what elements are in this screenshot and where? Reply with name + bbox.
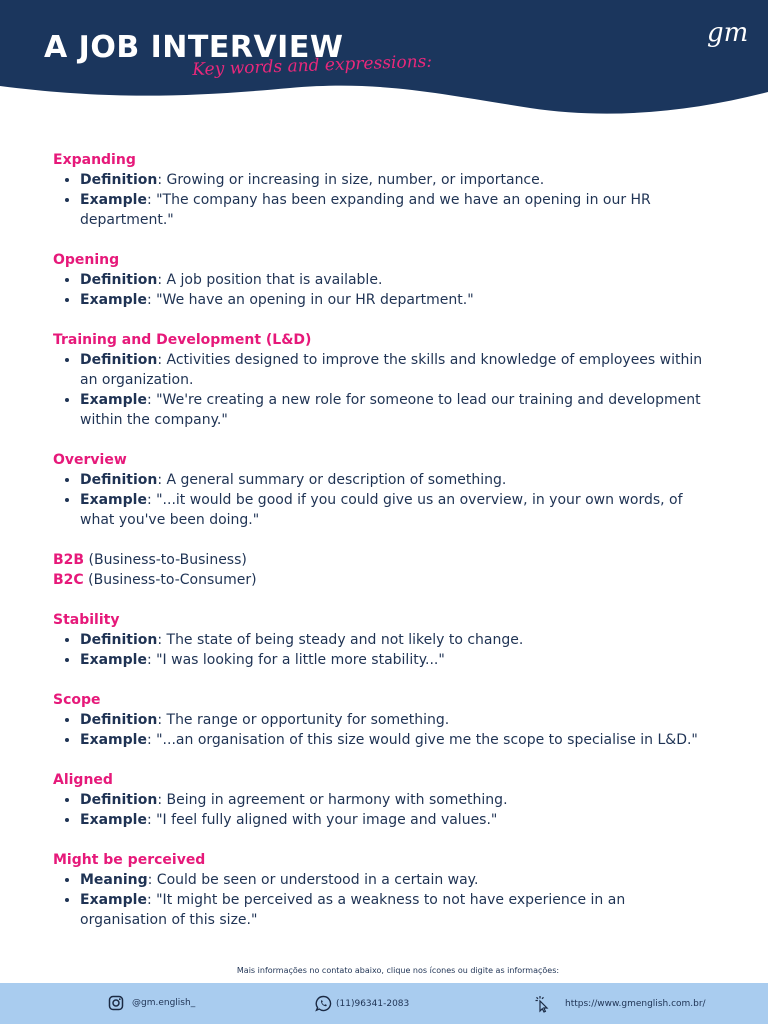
item-label: Example	[80, 292, 147, 308]
item-text: : "I feel fully aligned with your image and values."	[146, 812, 498, 828]
term-heading: Training and Development (L&D)	[53, 332, 312, 348]
gm-logo: gm	[707, 18, 749, 48]
website-link[interactable]	[533, 995, 706, 1013]
inline-text: (Business-to-Consumer)	[83, 572, 257, 588]
item-label: Definition	[80, 272, 158, 288]
whatsapp-icon	[315, 995, 332, 1012]
entry-aligned	[53, 770, 713, 830]
item-label: Example	[80, 732, 147, 748]
instagram-handle: @gm.english_	[132, 998, 196, 1008]
item-text: : "The company has been expanding and we have an opening in our HR department."	[80, 192, 651, 228]
instagram-icon	[108, 995, 124, 1011]
item-text: : "...an organisation of this size would give me the scope to specialise in L&D."	[146, 732, 698, 748]
item-text: : "We have an opening in our HR department."	[146, 292, 474, 308]
term-heading: Stability	[53, 612, 120, 628]
item-label: Example	[80, 492, 147, 508]
list-item	[80, 190, 713, 230]
item-label: Example	[80, 812, 147, 828]
item-label: Definition	[80, 172, 158, 188]
list-item	[80, 730, 713, 750]
item-text: : Growing or increasing in size, number, or importance.	[157, 172, 545, 188]
list-item	[80, 630, 713, 650]
inline-text: (Business-to-Business)	[84, 552, 247, 568]
whatsapp-number: (11)96341-2083	[336, 998, 410, 1009]
item-text: : Activities designed to improve the skills and knowledge of employees within an organization.	[80, 352, 703, 388]
list-item	[80, 350, 713, 390]
plain-line	[53, 550, 713, 570]
list-item	[80, 890, 713, 930]
entry-overview	[53, 450, 713, 530]
footer-note: Mais informações no contato abaixo, clique nos ícones ou digite as informações:	[236, 966, 560, 975]
term-details	[53, 630, 713, 670]
item-text: : Being in agreement or harmony with something.	[157, 792, 508, 808]
list-item	[80, 650, 713, 670]
entry-stability	[53, 610, 713, 670]
entry-scope	[53, 690, 713, 750]
term-details	[53, 170, 713, 230]
page-title: A JOB INTERVIEW	[44, 30, 344, 65]
entry-expanding	[53, 150, 713, 230]
term-heading: Scope	[53, 692, 101, 708]
plain-line	[53, 570, 713, 590]
list-item	[80, 810, 713, 830]
item-text: : "We're creating a new role for someone to lead our training and development within the company."	[80, 392, 701, 428]
item-text: : The range or opportunity for something.	[157, 712, 450, 728]
item-text: : "...it would be good if you could give us an overview, in your own words, of what you've been doing."	[80, 492, 683, 528]
term-details	[53, 790, 713, 830]
page-subtitle: Key words and expressions:	[192, 51, 433, 80]
item-label: Definition	[80, 352, 158, 368]
entry-opening	[53, 250, 713, 310]
item-label: Definition	[80, 632, 158, 648]
list-item	[80, 290, 713, 310]
list-item	[80, 390, 713, 430]
item-label: Example	[80, 192, 147, 208]
list-item	[80, 470, 713, 490]
term-heading: Opening	[53, 252, 120, 268]
item-label: Definition	[80, 792, 158, 808]
item-label: Example	[80, 652, 147, 668]
term-details	[53, 870, 713, 930]
list-item	[80, 490, 713, 530]
item-label: Example	[80, 392, 147, 408]
entry-training-development	[53, 330, 713, 430]
footer-bar	[0, 983, 768, 1024]
term-heading: Expanding	[53, 152, 136, 168]
inline-term: B2C	[53, 572, 84, 588]
cursor-click-icon	[533, 995, 551, 1013]
list-item	[80, 270, 713, 290]
item-text: : A job position that is available.	[157, 272, 383, 288]
item-label: Example	[80, 892, 147, 908]
term-heading: Overview	[53, 452, 127, 468]
item-label: Definition	[80, 712, 158, 728]
item-text: : The state of being steady and not likely to change.	[157, 632, 524, 648]
list-item	[80, 710, 713, 730]
entry-b2b-b2c	[53, 550, 713, 590]
item-text: : A general summary or description of something.	[157, 472, 507, 488]
website-url: https://www.gmenglish.com.br/	[565, 999, 706, 1009]
instagram-link[interactable]	[108, 995, 195, 1011]
item-text: : "I was looking for a little more stability..."	[146, 652, 445, 668]
inline-term: B2B	[53, 552, 85, 568]
item-text: : "It might be perceived as a weakness to not have experience in an organisation of this size."	[80, 892, 626, 928]
list-item	[80, 790, 713, 810]
list-item	[80, 870, 713, 890]
vocabulary-list	[53, 150, 713, 950]
item-label: Meaning	[80, 872, 148, 888]
term-heading: Aligned	[53, 772, 113, 788]
item-text: : Could be seen or understood in a certain way.	[147, 872, 479, 888]
term-details	[53, 470, 713, 530]
whatsapp-link[interactable]	[315, 995, 409, 1012]
entry-might-be-perceived	[53, 850, 713, 930]
term-heading: Might be perceived	[53, 852, 206, 868]
term-details	[53, 710, 713, 750]
list-item	[80, 170, 713, 190]
item-label: Definition	[80, 472, 158, 488]
term-details	[53, 270, 713, 310]
term-details	[53, 350, 713, 430]
header-banner	[0, 0, 768, 130]
